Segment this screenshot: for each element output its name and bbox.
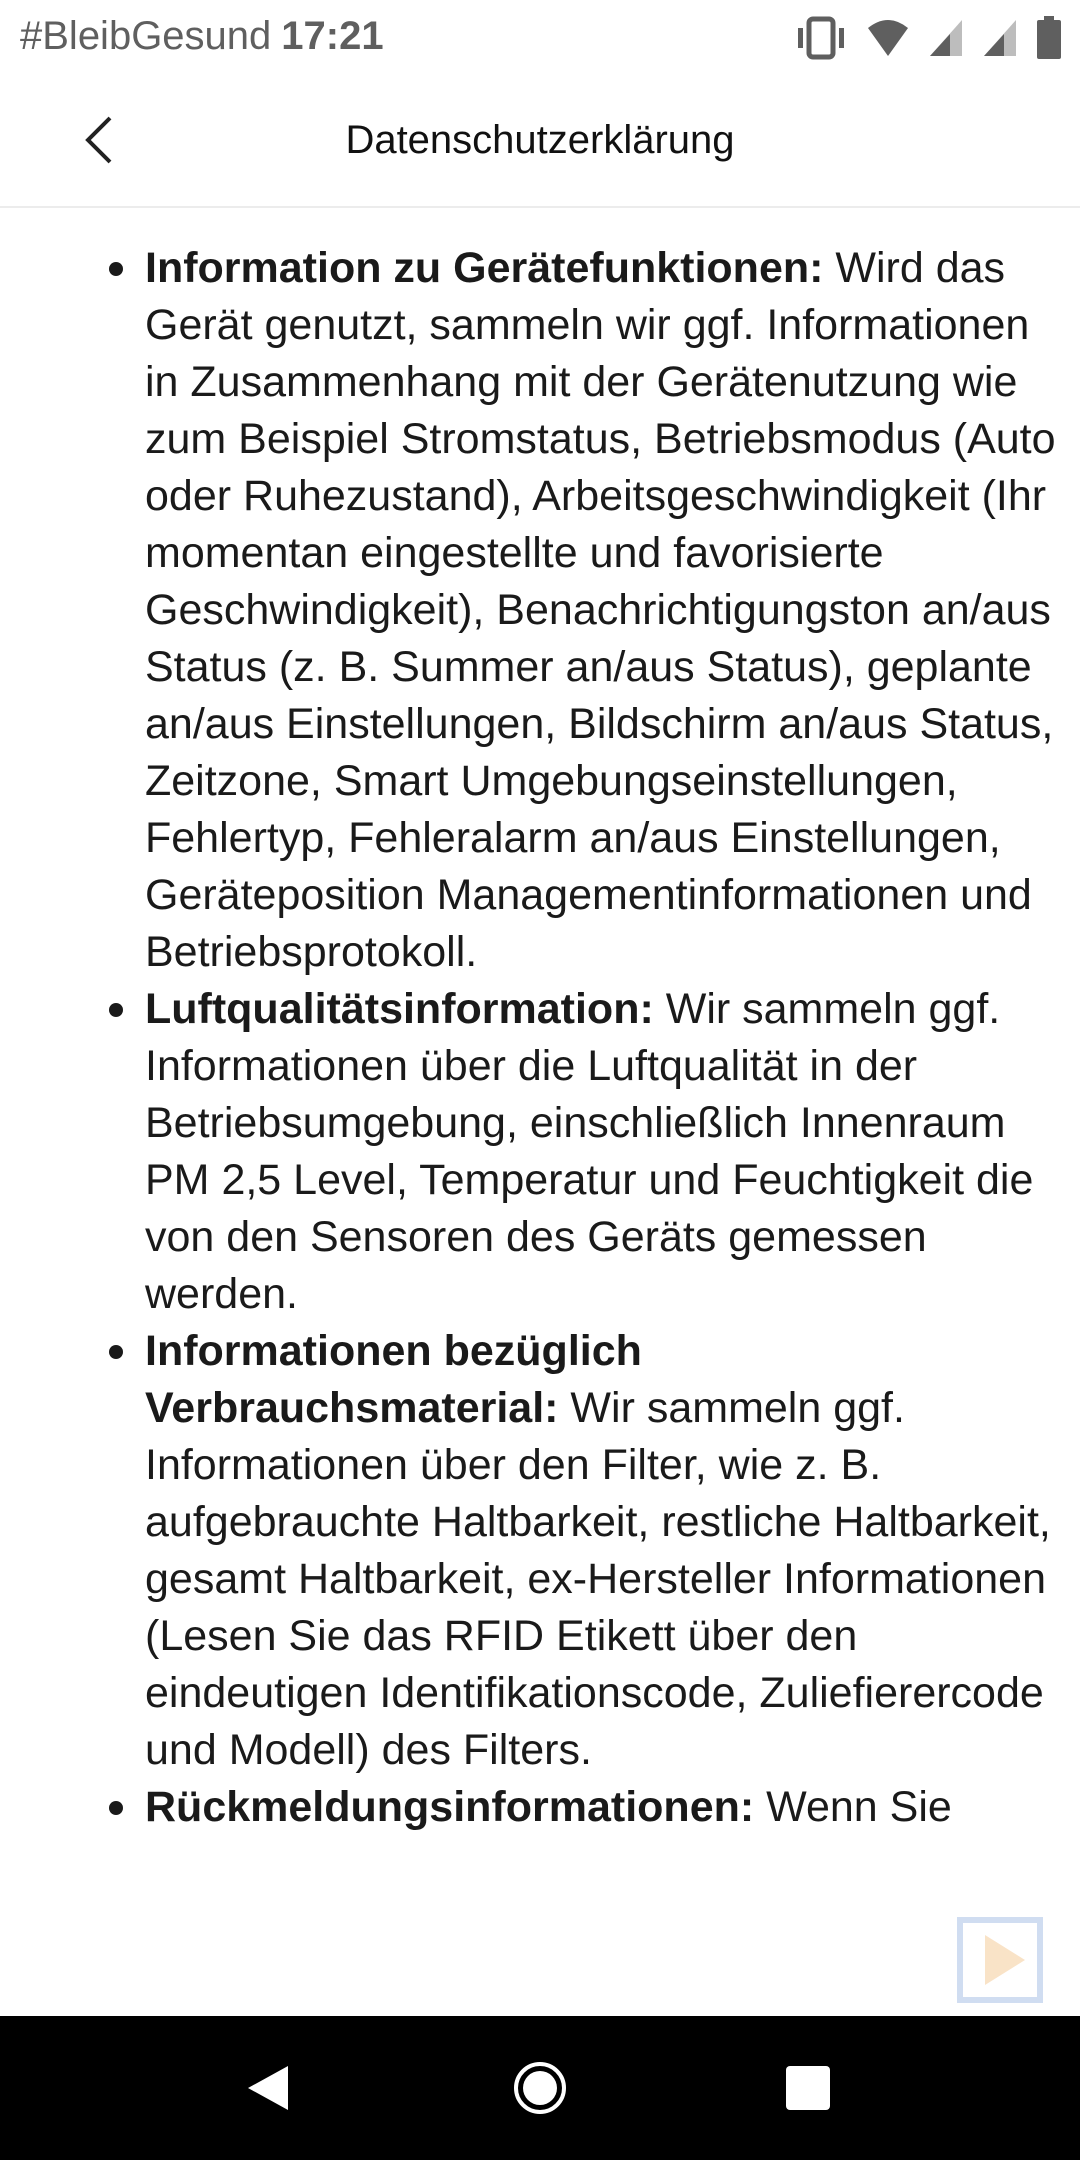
- status-bar: [0, 0, 1080, 72]
- status-icons: [794, 14, 1062, 62]
- item-heading: Luftqualitätsinformation:: [145, 985, 654, 1033]
- battery-icon: [1036, 16, 1062, 60]
- list-item-air-quality: [145, 981, 1065, 1323]
- status-left: [20, 10, 384, 62]
- bullet-dot: [109, 1345, 123, 1359]
- status-hashtag: #BleibGesund: [20, 14, 272, 58]
- status-time: 17:21: [281, 14, 384, 58]
- policy-content[interactable]: [0, 150, 1080, 2016]
- nav-recent-icon: [784, 2064, 832, 2112]
- item-heading: Informationen bezüglich Verbrauchsmaterial:: [145, 1327, 642, 1432]
- signal-icon: [928, 18, 964, 58]
- nav-recent-button[interactable]: [768, 2048, 848, 2128]
- navigation-bar: [0, 2016, 1080, 2160]
- item-text: Wir sammeln ggf. Informationen über die Luftqualität in der Betriebsumgebung, einschließlich Innenraum PM 2,5 Level, Temperatur und Feuchtigkeit die von den Sensoren des Geräts gemessen werden.: [145, 985, 1034, 1318]
- bullet-list: [145, 240, 1065, 1836]
- nav-home-icon: [512, 2060, 568, 2116]
- list-item-feedback: [145, 1779, 1065, 1836]
- item-heading: Rückmeldungsinformationen:: [145, 1783, 755, 1831]
- item-text: Wird das Gerät genutzt, sammeln wir ggf. Informationen in Zusammenhang mit der Gerätenutzung wie zum Beispiel Stromstatus, Betriebsmodus (Auto oder Ruhezustand), Arbeitsgeschwindigkeit (Ihr momentan eingestellte und favorisierte Geschwindigkeit), Benachrichtigungston an/aus Status (z. B. Summer an/aus Status), geplante an/aus Einstellungen, Bildschirm an/aus Status, Zeitzone, Smart Umgebungseinstellungen, Fehlertyp, Fehleralarm an/aus Einstellungen, Geräteposition Managementinformationen und Betriebsprotokoll.: [145, 244, 1056, 976]
- nav-back-button[interactable]: [228, 2048, 308, 2128]
- bullet-dot: [109, 1801, 123, 1815]
- watermark-logo-icon: [940, 1900, 1060, 2016]
- nav-home-button[interactable]: [500, 2048, 580, 2128]
- page-title: Datenschutzerklärung: [345, 118, 735, 162]
- wifi-icon: [866, 18, 910, 58]
- item-heading: Information zu Gerätefunktionen:: [145, 244, 824, 292]
- vibrate-icon: [794, 16, 848, 60]
- item-text: Wir sammeln ggf. Informationen über den Filter, wie z. B. aufgebrauchte Haltbarkeit, restliche Haltbarkeit, gesamt Haltbarkeit, ex-Hersteller Informationen (Lesen Sie das RFID Etikett über den eindeutigen Identifikationscode, Zuliefierercode und Modell) des Filters.: [145, 1384, 1051, 1774]
- item-text: Wenn Sie: [754, 1783, 952, 1831]
- bullet-dot: [109, 262, 123, 276]
- nav-back-icon: [244, 2062, 292, 2114]
- signal-icon-2: [982, 18, 1018, 58]
- bullet-dot: [109, 1003, 123, 1017]
- app-bar: [0, 72, 1080, 208]
- list-item-consumables: [145, 1323, 1065, 1779]
- list-item-device-functions: [145, 240, 1065, 981]
